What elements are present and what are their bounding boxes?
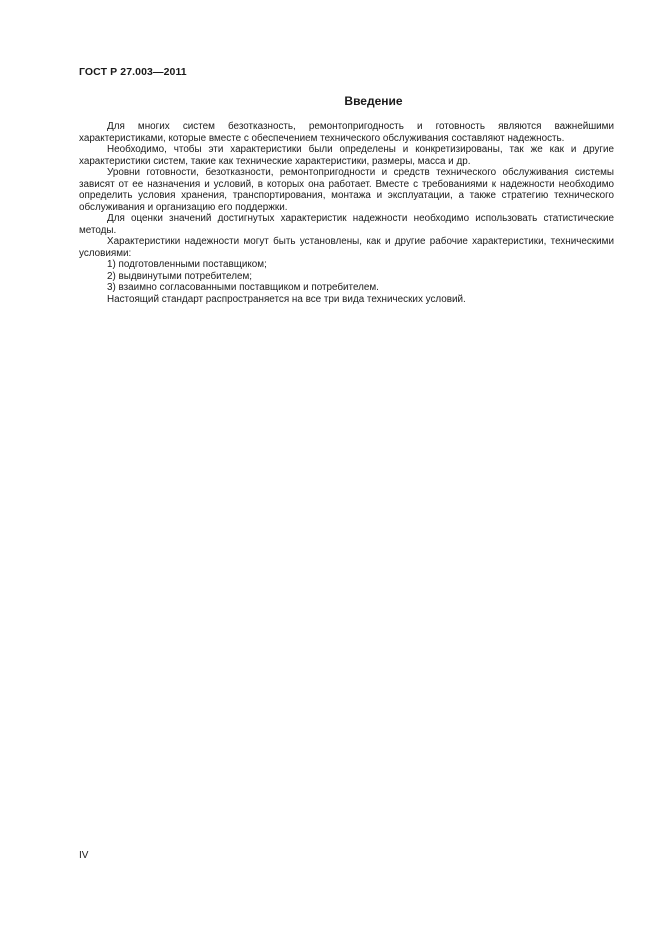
paragraph: Необходимо, чтобы эти характеристики были определены и конкретизированы, так же как и другие характеристики систем, такие как технические характеристики, размеры, масса и др. xyxy=(79,144,614,167)
document-body xyxy=(79,121,614,305)
paragraph: Уровни готовности, безотказности, ремонтопригодности и средств технического обслуживания системы зависят от ее назначения и условий, в которых она работает. Вместе с требованиями к надежности необходимо определить условия хранения, транспортирования, монтажа и эксплуатации, а также стратегию технического обслуживания и организацию его поддержки. xyxy=(79,167,614,213)
section-title: Введение xyxy=(344,94,403,108)
page-number: IV xyxy=(79,850,89,861)
document-header: ГОСТ Р 27.003—2011 xyxy=(79,66,187,78)
list-item: 3) взаимно согласованными поставщиком и потребителем. xyxy=(107,282,379,293)
closing-paragraph: Настоящий стандарт распространяется на все три вида технических условий. xyxy=(107,293,466,305)
list-item: 1) подготовленными поставщиком; xyxy=(107,259,267,270)
paragraph: Для многих систем безотказность, ремонтопригодность и готовность являются важнейшими характеристиками, которые вместе с обеспечением технического обслуживания составляют надежность. xyxy=(79,121,614,144)
paragraph: Характеристики надежности могут быть установлены, как и другие рабочие характеристики, техническими условиями: xyxy=(79,236,614,259)
paragraph: Для оценки значений достигнутых характеристик надежности необходимо использовать статистические методы. xyxy=(79,213,614,236)
list-item: 2) выдвинутыми потребителем; xyxy=(107,270,253,282)
